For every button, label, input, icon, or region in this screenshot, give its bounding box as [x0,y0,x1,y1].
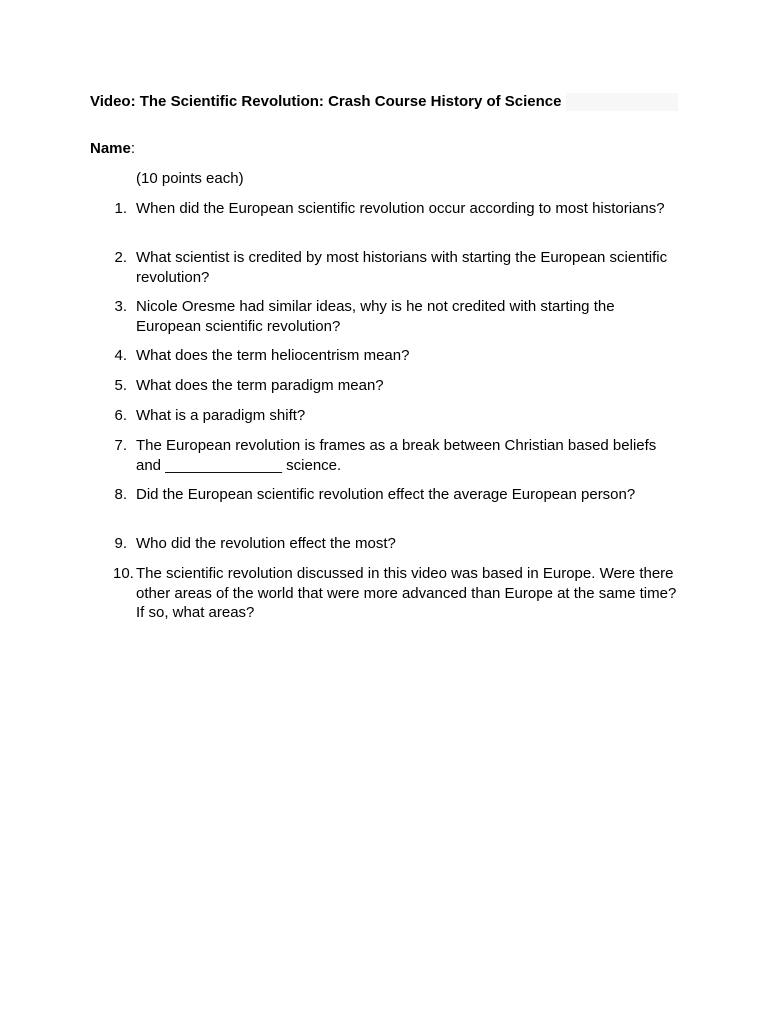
page-title: Video: The Scientific Revolution: Crash Course History of Science [90,93,566,111]
question-text: What is a paradigm shift? [136,407,306,424]
question-number: 3. [114,298,127,315]
question-text: What scientist is credited by most historians with starting the European scientific revolution? [136,249,668,286]
question-number: 4. [114,347,127,364]
question-number: 1. [114,200,127,217]
name-colon: : [130,140,136,157]
question-text: The European revolution is frames as a break between Christian based beliefs and ______________ science. [136,437,657,474]
points-note: (10 points each) [136,170,244,187]
question-number: 5. [114,377,127,394]
question-text: Who did the revolution effect the most? [136,535,396,552]
question-text: The scientific revolution discussed in this video was based in Europe. Were there other areas of the world that were more advanced than Europe at the same time? If so, what areas? [136,565,677,621]
question-6 [105,406,680,426]
question-text: What does the term paradigm mean? [136,377,384,394]
question-9 [105,534,680,554]
question-number: 2. [114,249,127,266]
question-text: Did the European scientific revolution effect the average European person? [136,486,636,503]
question-2 [105,248,680,287]
question-number: 10. [113,565,134,582]
question-10 [105,564,680,623]
question-text: When did the European scientific revolution occur according to most historians? [136,200,665,217]
title-row [90,93,678,111]
question-5 [105,376,680,396]
question-number: 9. [114,535,127,552]
question-number: 6. [114,407,127,424]
name-label: Name [90,140,131,157]
question-4 [105,346,680,366]
question-number: 8. [114,486,127,503]
question-1 [105,199,680,219]
name-field [90,140,135,158]
question-text: What does the term heliocentrism mean? [136,347,410,364]
question-8 [105,485,680,505]
question-number: 7. [114,437,127,454]
question-text: Nicole Oresme had similar ideas, why is he not credited with starting the European scientific revolution? [136,298,615,335]
question-7 [105,436,680,475]
question-3 [105,297,680,336]
